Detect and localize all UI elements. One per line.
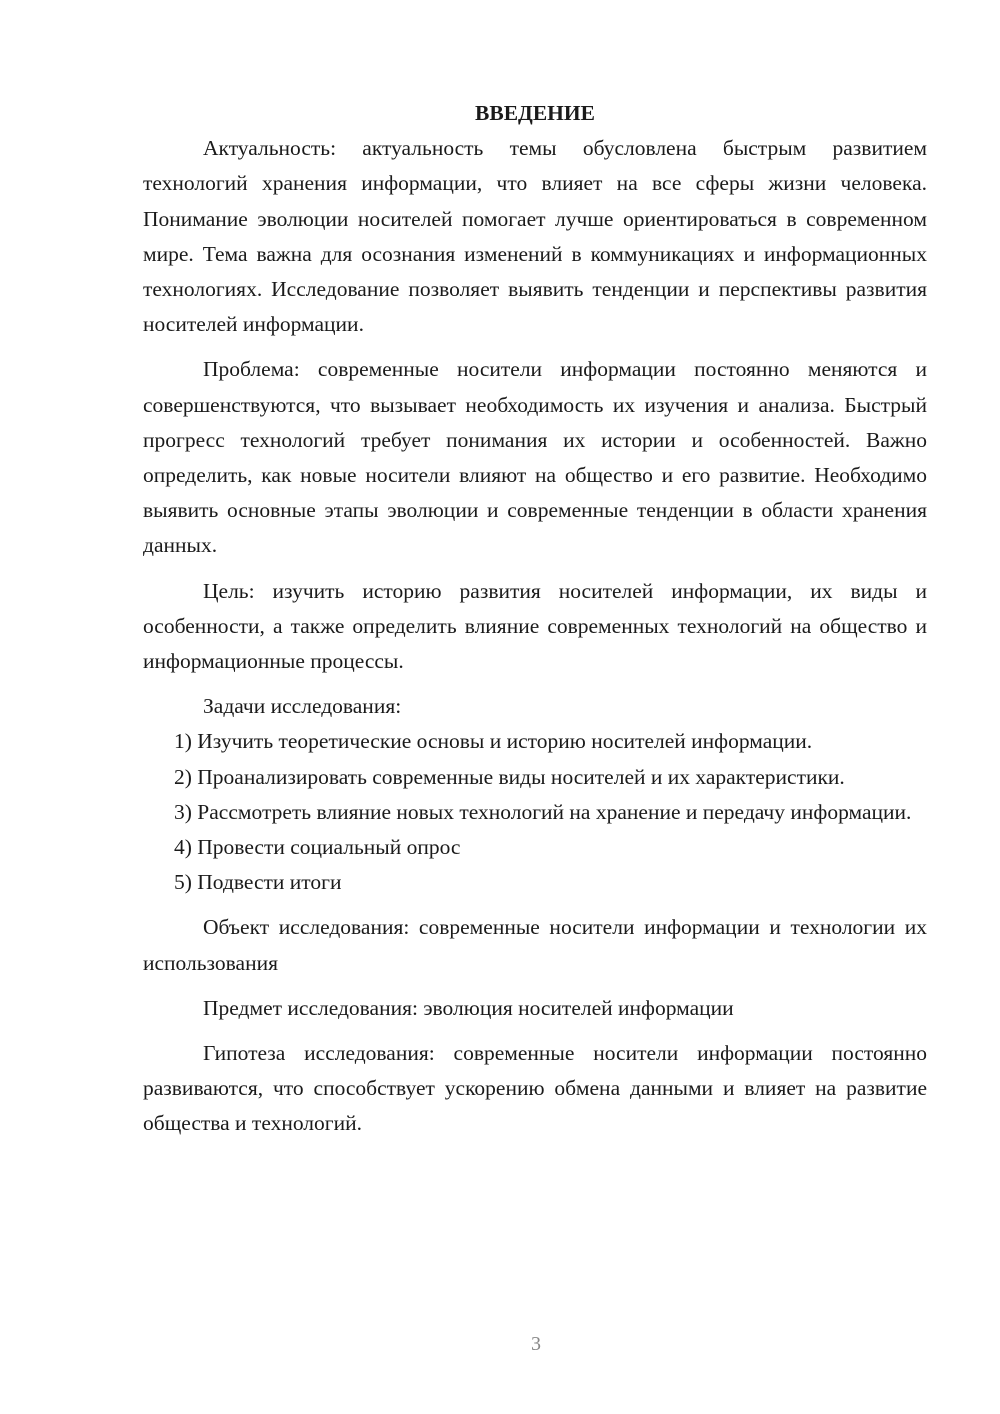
task-item-3: 3) Рассмотреть влияние новых технологий на хранение и передачу информации.: [174, 799, 912, 824]
goal-paragraph: Цель: изучить историю развития носителей информации, их виды и особенности, а также определить влияние современных технологий на общество и информационные процессы.: [143, 578, 927, 674]
page-title: ВВЕДЕНИЕ: [475, 101, 595, 125]
page-number: 3: [531, 1333, 541, 1355]
task-item-2: 2) Проанализировать современные виды носителей и их характеристики.: [174, 764, 845, 789]
problem-paragraph: Проблема: современные носители информации постоянно меняются и совершенствуются, что вызывает необходимость их изучения и анализа. Быстрый прогресс технологий требует понимания их истории и особенностей. Важно определить, как новые носители влияют на общество и его развитие. Необходимо выявить основные этапы эволюции и современные тенденции в области хранения данных.: [143, 357, 927, 558]
task-item-5: 5) Подвести итоги: [174, 870, 342, 895]
tasks-heading: Задачи исследования:: [203, 694, 402, 719]
task-item-4: 4) Провести социальный опрос: [174, 835, 461, 860]
task-item-1: 1) Изучить теоретические основы и историю носителей информации.: [174, 729, 813, 754]
hypothesis-paragraph: Гипотеза исследования: современные носители информации постоянно развиваются, что способствует ускорению обмена данными и влияет на развитие общества и технологий.: [143, 1041, 927, 1136]
document-body: [143, 96, 927, 1142]
subject-paragraph: Предмет исследования: эволюция носителей информации: [203, 995, 734, 1020]
relevance-paragraph: Актуальность: актуальность темы обусловлена быстрым развитием технологий хранения информации, что влияет на все сферы жизни человека. Понимание эволюции носителей помогает лучше ориентироваться в современном мире. Тема важна для осознания изменений в коммуникациях и информационных технологиях. Исследование позволяет выявить тенденции и перспективы развития носителей информации.: [143, 136, 927, 337]
object-paragraph: Объект исследования: современные носители информации и технологии их использования: [143, 915, 927, 975]
